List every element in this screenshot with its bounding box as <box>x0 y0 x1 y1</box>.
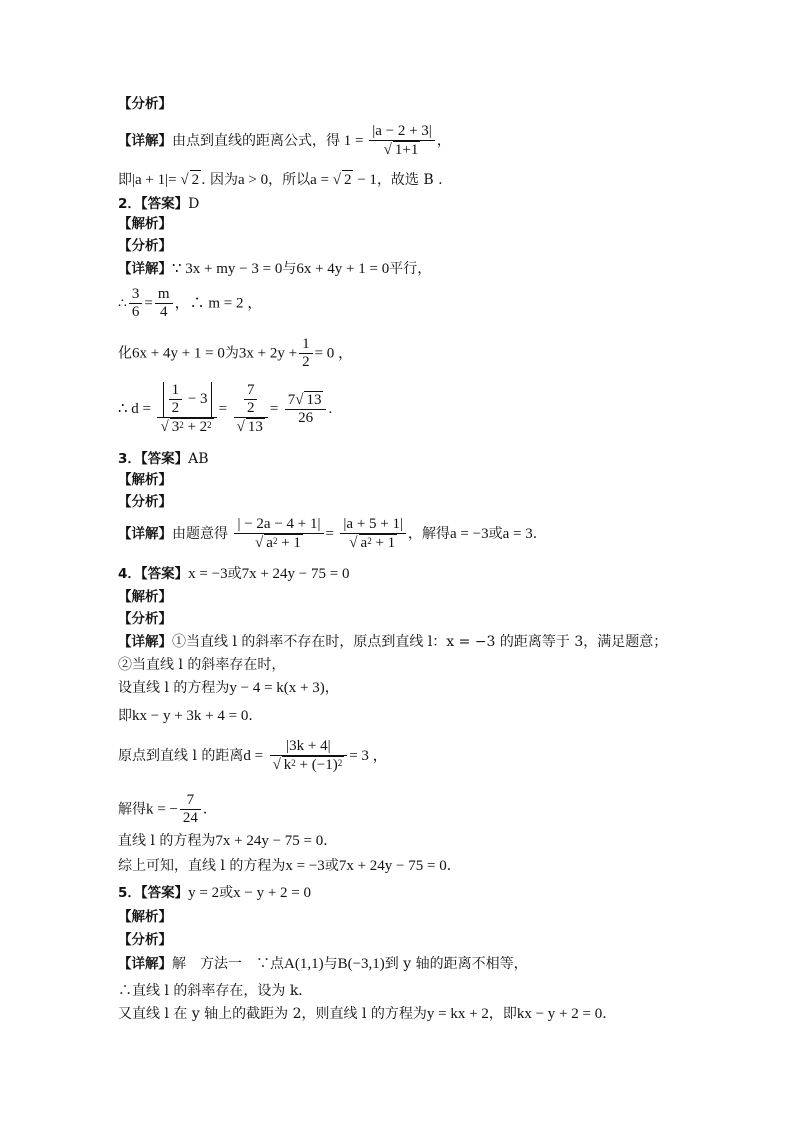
q5-detail-line2: ∴直线 l 的斜率存在，设为 k． <box>118 983 313 999</box>
q2-answer-label: 2．【答案】 <box>118 196 189 212</box>
q1-detail-text: 由点到直线的距离公式，得 <box>172 133 340 149</box>
q2-detail-line4: ∴ d = $\frac{1}{2}$ − 3 √ $3^2 + 2^2$ = $\frac{\frac{7}{2}}{√ 13}$ = $\frac{7√ 13}{26}$ . <box>118 382 333 435</box>
q2-detail-label: 【详解】 <box>118 261 172 277</box>
q2-d-fraction: $\frac{1}{2}$ − 3 √ $3^2 + 2^2$ <box>157 382 216 436</box>
q5-answer-label: 5．【答案】 <box>118 885 189 901</box>
q5-fenxi-label: 【分析】 <box>118 932 172 948</box>
q2-detail-line3: 化6x + 4y + 1 = 0为3x + 2y + $\frac{1}{2}$ = 0 ， <box>118 336 354 370</box>
q5-detail-label: 【详解】 <box>118 956 172 972</box>
q2-answer: D <box>188 196 200 212</box>
q1-detail-label: 【详解】 <box>118 133 172 149</box>
q4-answer-label: 4．【答案】 <box>118 566 189 582</box>
q2-detail-line1: 【详解】∵ 3x + my − 3 = 0与6x + 4y + 1 = 0平行， <box>118 261 432 277</box>
q1-detail-line1: 【详解】由点到直线的距离公式，得 1 = $\frac{|a - 2 + 3|}{√ 1+1}$ ， <box>118 123 451 158</box>
q4-fenxi-label: 【分析】 <box>118 611 172 627</box>
q4-detail-label: 【详解】 <box>118 634 172 650</box>
q3-detail-line1: 【详解】由题意得 $\frac{| - 2a - 4 + 1|}{√ a^2 + 1}$ = $\frac{|a + 5 + 1|}{√ a^2 + 1}$ ，解得a = −3或a = 3. <box>118 516 538 551</box>
q3-fenxi-label: 【分析】 <box>118 494 172 510</box>
q4-detail-line3: 设直线 l 的方程为y − 4 = k(x + 3)， <box>118 680 339 696</box>
q2-detail-line2: ∴ $\frac{3}{6}$ = $\frac{m}{4}$ ，∴ m = 2 ， <box>118 286 263 320</box>
q4-detail-line8: 综上可知，直线 l 的方程为x = −3或7x + 24y − 75 = 0． <box>118 858 461 874</box>
q3-detail-label: 【详解】 <box>118 526 172 542</box>
q5-detail-line1: 【详解】解 方法一 ∵点A(1,1)与B(−3,1)到 y 轴的距离不相等， <box>118 956 528 972</box>
q3-answer-label: 3．【答案】 <box>118 451 189 467</box>
q3-answer-line <box>118 450 209 468</box>
q1-distance-fraction: $\frac{|a - 2 + 3|}{√ 1+1}$ <box>369 123 435 159</box>
q4-answer-line: 4．【答案】x = −3或7x + 24y − 75 = 0 <box>118 566 350 582</box>
q4-detail-line5: 原点到直线 l 的距离d = $\frac{|3k + 4|}{√ k^2 + (-1)^2}$ = 3 ， <box>118 738 388 773</box>
q1-fenxi-label: 【分析】 <box>118 96 172 112</box>
q3-answer: AB <box>188 451 209 467</box>
q2-jiexi-label: 【解析】 <box>118 216 172 232</box>
q5-answer-line: 5．【答案】y = 2或x − y + 2 = 0 <box>118 885 312 901</box>
q4-jiexi-label: 【解析】 <box>118 589 172 605</box>
q2-answer-line <box>118 195 199 213</box>
q4-detail-line7: 直线 l 的方程为7x + 24y − 75 = 0． <box>118 833 338 849</box>
q3-jiexi-label: 【解析】 <box>118 472 172 488</box>
q2-fenxi-label: 【分析】 <box>118 238 172 254</box>
q4-detail-line2: ②当直线 l 的斜率存在时， <box>118 657 286 673</box>
q4-detail-line6: 解得k = − $\frac{7}{24}$ ． <box>118 792 217 826</box>
q5-jiexi-label: 【解析】 <box>118 909 172 925</box>
q5-detail-line3: 又直线 l 在 y 轴上的截距为 2，则直线 l 的方程为y = kx + 2，即kx − y + 2 = 0． <box>118 1006 617 1022</box>
q4-detail-line1: 【详解】①当直线 l 的斜率不存在时，原点到直线 l：x = −3 的距离等于 3，满足题意； <box>118 634 668 650</box>
q4-detail-line4: 即kx − y + 3k + 4 = 0． <box>118 708 263 724</box>
q1-detail-line2: 即|a + 1|= √ 2 . 因为a > 0，所以a = √ 2 − 1，故选 B . <box>118 172 443 188</box>
